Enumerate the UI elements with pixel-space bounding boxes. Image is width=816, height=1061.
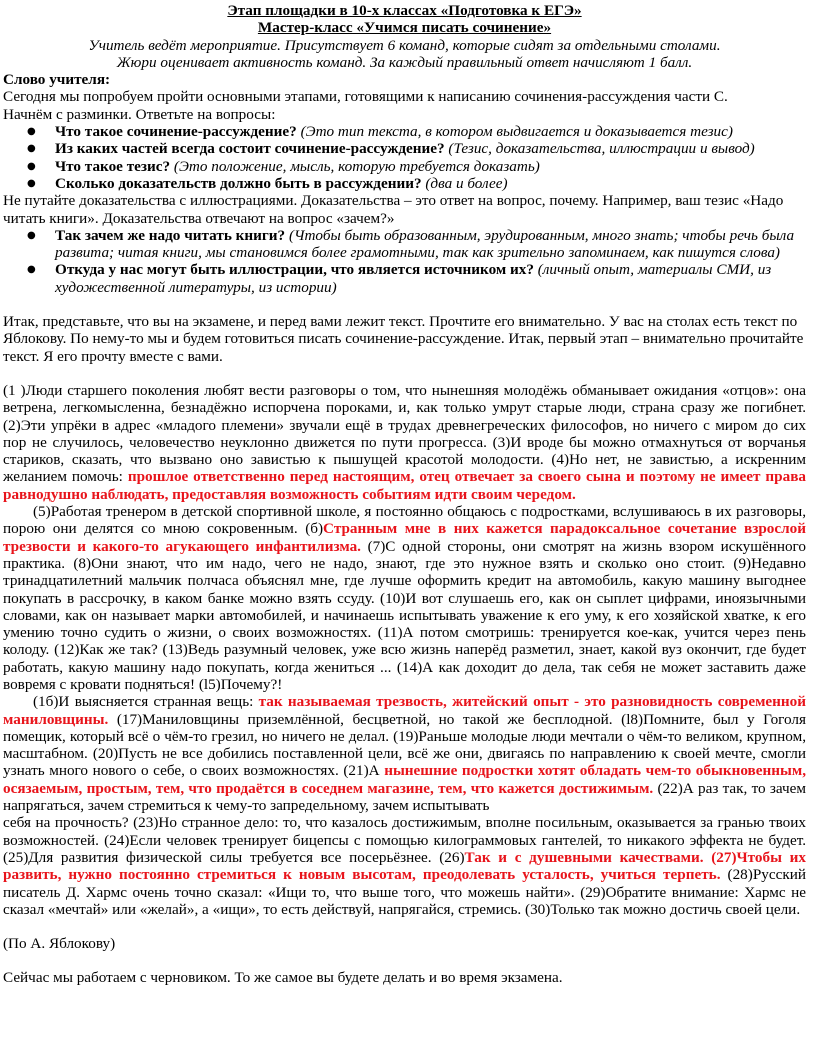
list-item	[55, 158, 806, 175]
text-segment: себя на прочность? (23)Но странное дело: то, что казалось достижимым, вполне посильным, оказывается за гранью твоих возможностей. (24)Если человек тренирует бицепсы с помощью килограммовых гантелей, то никакого эффекта не будет. (25)Для развития физической силы требуется все посерьёзнее. (26)	[3, 814, 806, 866]
question-text: Из каких частей всегда состоит сочинение-рассуждение?	[55, 140, 445, 158]
final-paragraph: Сейчас мы работаем с черновиком. То же самое вы будете делать и во время экзамена.	[3, 969, 563, 987]
text-segment: (1 )Люди старшего поколения любят вести разговоры о том, что нынешняя молодёжь обманывает ожидания «отцов»: она ветрена, легкомысленна, безнадёжно испорчена пороками, и, как только умрут старые люди, страна сразу же погибнет. (2)Эти упрёки в адрес «младого племени» звучали ещё в трудах древнегреческих философов, но ничего с миром до сих пор не случилось, человечество неуклонно движется по пути прогресса. (3)И вроде бы можно отмахнуться от ворчанья стариков, сказать, что вызвано оно завистью к пышущей красотой молодости. (4)Но нет, не завистью, а искренним желанием помочь:	[3, 381, 806, 486]
middle-paragraph: Не путайте доказательства с иллюстрациями. Доказательства – это ответ на вопрос, почему. Например, ваш тезис «Надо читать книги». Доказательства отвечают на вопрос «зачем?»	[3, 192, 784, 227]
list-item	[55, 175, 806, 192]
teacher-paragraph-2: Начнём с разминки. Ответьте на вопросы:	[3, 105, 276, 123]
text-segment: (28)Русский писатель Д. Хармс очень точно сказал: «Ищи то, что выше того, что можешь найти». (29)Обратите внимание: Хармс не сказал «мечтай» или «желай», а «ищи», то есть действуй, напрягайся, стремись. (30)Только так можно достичь своей цели.	[3, 866, 806, 918]
question-text: Откуда у нас могут быть иллюстрации, что является источником их?	[55, 261, 534, 279]
spacer	[3, 952, 806, 969]
author-attribution: (По А. Яблокову)	[3, 935, 116, 953]
spacer	[3, 296, 806, 313]
text-segment: (1б)И выясняется странная вещь:	[33, 693, 259, 711]
highlighted-text: Так и с душевными качествами. (27)Чтобы их развить, нужно постоянно стремиться к новым высотам, преодолевать усталость, учиться терпеть.	[3, 848, 806, 884]
teacher-paragraph-1: Сегодня мы попробуем пройти основными этапами, готовящими к написанию сочинения-рассуждения части С.	[3, 88, 728, 106]
question-text: Что такое тезис?	[55, 157, 171, 175]
text-paragraph-2	[3, 503, 806, 693]
teacher-heading: Слово учителя:	[3, 71, 111, 89]
followup-questions-list	[3, 227, 806, 296]
text-paragraph-3	[3, 693, 806, 814]
highlighted-text: нынешние подростки хотят обладать чем-то обыкновенным, осязаемым, простым, тем, что продаётся в соседнем магазине, тем, что кажется достижимым.	[3, 762, 806, 797]
answer-text: (Это тип текста, в котором выдвигается и доказывается тезис)	[300, 123, 733, 141]
list-item	[55, 227, 806, 262]
warmup-questions-list	[3, 123, 806, 192]
text-segment: (5)Работая тренером в детской спортивной школе, я постоянно общаюсь с подростками, вслушиваюсь в их разговоры, порою они делятся со мною сокровенным. (б)	[3, 503, 806, 538]
list-item	[55, 140, 806, 157]
spacer	[3, 365, 806, 382]
text-paragraph-4	[3, 814, 806, 918]
question-text: Что такое сочинение-рассуждение?	[55, 123, 297, 141]
highlighted-text: прошлое ответственно перед настоящим, отец отвечает за своего сына и поэтому не имеет права равнодушно наблюдать, предоставляя возможность событиям идти своим чередом.	[3, 468, 806, 503]
answer-text: (личный опыт, материалы СМИ, из художественной литературы, из истории)	[55, 261, 772, 296]
exam-intro-paragraph: Итак, представьте, что вы на экзамене, и перед вами лежит текст. Прочтите его внимательно. У вас на столах есть текст по Яблокову. По нему-то мы и будем готовиться писать сочинение-рассуждение. Итак, первый этап – внимательно прочитайте текст. Я его прочту вместе с вами.	[3, 313, 804, 365]
list-item	[55, 261, 806, 296]
answer-text: (Это положение, мысль, которую требуется доказать)	[173, 157, 540, 175]
answer-text: (два и более)	[425, 174, 508, 192]
highlighted-text: так называемая трезвость, житейский опыт - это разновидность современной маниловщины.	[3, 693, 806, 728]
answer-text: (Тезис, доказательства, иллюстрации и вывод)	[448, 140, 755, 158]
text-segment: (22)А раз так, то зачем напрягаться, зачем стремиться к чему-то запредельному, зачем испытывать	[3, 779, 807, 815]
list-item	[55, 123, 806, 140]
intro-line-2: Жюри оценивает активность команд. За каждый правильный ответ начисляют 1 балл.	[116, 53, 693, 71]
text-paragraph-1	[3, 382, 806, 503]
intro-line-1: Учитель ведёт мероприятие. Присутствует 6 команд, которые сидят за отдельными столами.	[88, 36, 721, 54]
question-text: Сколько доказательств должно быть в рассуждении?	[55, 174, 422, 192]
text-segment: (17)Маниловщины приземлённой, бесцветной, но такой же бесплодной. (l8)Помните, был у Гоголя помещик, который всё о чём-то грезил, но ничего не делал. (19)Раньше молодые люди мечтали о чём-то великом, крупном, масштабном. (20)Пусть не все добились поставленной цели, всё же они, двигаясь по направлению к своей мечте, смогли узнать много нового о себе, о своих возможностях. (21)А	[3, 710, 806, 780]
answer-text: (Чтобы быть образованным, эрудированным, много знать; чтобы речь была развита; читая книги, мы становимся более грамотными, так как зрительно запоминаем, как пишутся слова)	[55, 226, 795, 262]
highlighted-text: Странным мне в них кажется парадоксальное сочетание взрослой трезвости и какого-то агукающего инфантилизма.	[3, 520, 806, 555]
spacer	[3, 918, 806, 935]
text-segment: (7)С одной стороны, они смотрят на жизнь взором искушённого практика. (8)Они знают, что им надо, чего не надо, знают, где это нужное взять и сколько оно стоит. (9)Недавно тринадцатилетний мальчик полчаса объяснял мне, где лучше оформить кредит на автомобиль, какую машину выгоднее покупать в рассрочку, в каком банке можно взять ссуду. (10)И вот слушаешь его, как он сыплет цифрами, иноязычными словами, как он называет марки автомобилей, и начинаешь испытывать уважение к его уму, к его хозяйской хватке, к его умению точно судить о жизни, о своих возможностях. (11)А потом смотришь: тренируется кое-как, учится через пень колоду. (12)Как же так? (13)Ведь разумный человек, уже всю жизнь наперёд разметил, знает, какой вуз окончит, где будет работать, какую машину надо покупать, когда жениться ... (14)А как доходит до дела, так себя не может заставить даже вовремя с кровати подняться! (l5)Почему?!	[3, 537, 807, 693]
document-title: Этап площадки в 10-х классах «Подготовка к ЕГЭ»	[227, 2, 582, 19]
document-subtitle: Мастер-класс «Учимся писать сочинение»	[257, 19, 552, 37]
question-text: Так зачем же надо читать книги?	[55, 226, 286, 244]
